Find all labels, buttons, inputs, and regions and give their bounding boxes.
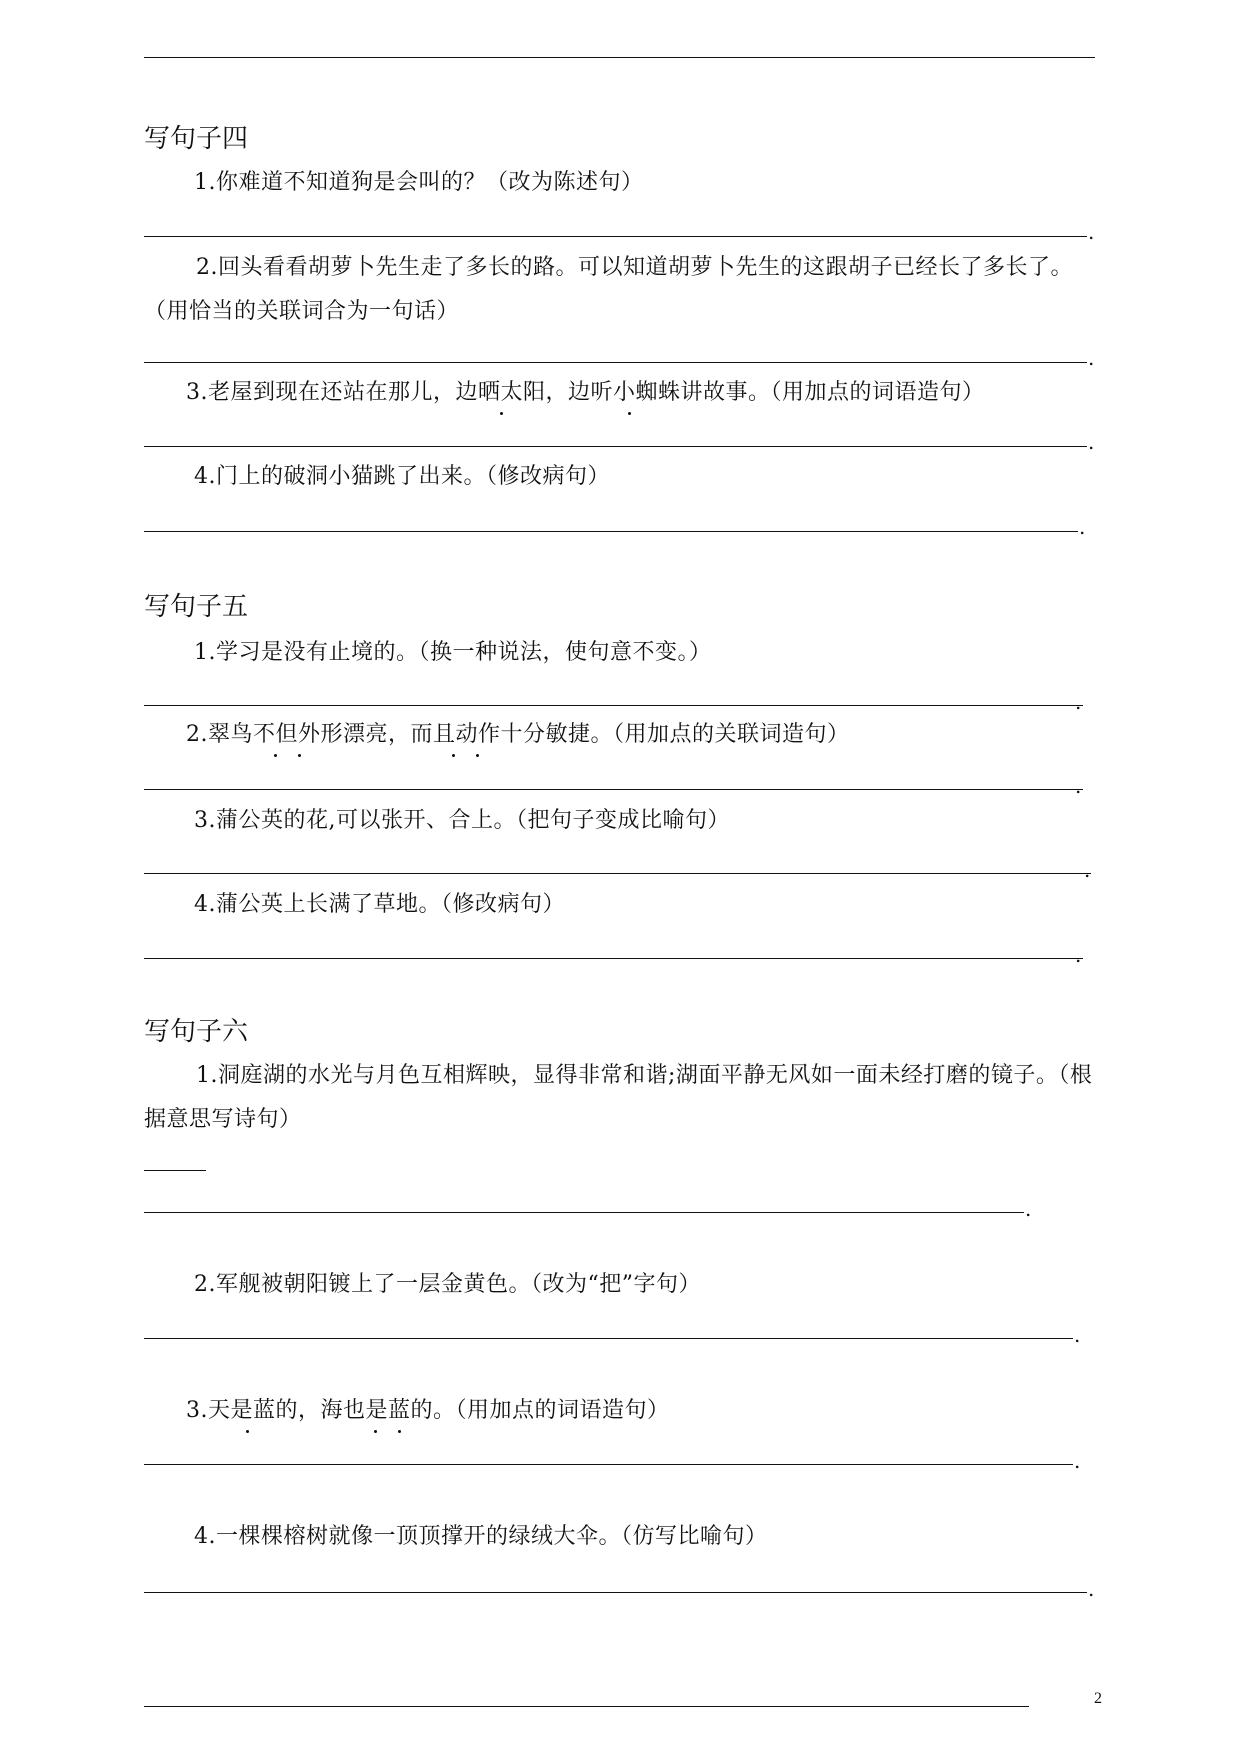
answer-line-end: . (1074, 1323, 1081, 1347)
answer-line[interactable] (144, 958, 1083, 959)
answer-line[interactable] (144, 362, 1087, 363)
answer-line[interactable] (144, 1592, 1087, 1593)
question-text: 3.老屋到现在还站在那儿，边晒太阳，边听小蜘蛛讲故事。（用加点的词语造句） (186, 380, 985, 405)
section-heading: 写句子四 (144, 124, 249, 154)
question-text: 3.蒲公英的花,可以张开、合上。（把句子变成比喻句） (194, 808, 730, 833)
emphasis-dot (500, 412, 503, 415)
emphasis-dot (628, 412, 631, 415)
header-rule (144, 57, 1095, 58)
answer-line-end: . (1079, 515, 1086, 539)
answer-line-end: . (1074, 1449, 1081, 1473)
answer-line-end: . (1088, 1577, 1095, 1601)
answer-line-short[interactable] (144, 1170, 206, 1171)
answer-line-end: . (1075, 943, 1082, 967)
emphasis-dot (274, 754, 277, 757)
answer-line-end: . (1025, 1197, 1032, 1221)
answer-line[interactable] (144, 446, 1087, 447)
question-text: 1.学习是没有止境的。（换一种说法，使句意不变。） (194, 640, 712, 665)
section-heading: 写句子六 (144, 1017, 249, 1047)
answer-line-end: . (1088, 430, 1095, 454)
question-text: 1.洞庭湖的水光与月色互相辉映，显得非常和谐;湖面平静无风如一面未经打磨的镜子。（根据意思写诗句） (144, 1063, 1093, 1132)
question-text: 2.翠鸟不但外形漂亮，而且动作十分敏捷。（用加点的关联词造句） (186, 722, 850, 747)
question-text: 4.一棵棵榕树就像一顶顶撑开的绿绒大伞。（仿写比喻句） (194, 1524, 768, 1549)
answer-line-end: . (1088, 220, 1095, 244)
question-text: 1.你难道不知道狗是会叫的？（改为陈述句） (194, 170, 644, 195)
question-text: 4.蒲公英上长满了草地。（修改病句） (194, 892, 565, 917)
emphasis-dot (374, 1430, 377, 1433)
answer-line[interactable] (144, 789, 1083, 790)
answer-line[interactable] (144, 1338, 1073, 1339)
answer-line-end: . (1075, 774, 1082, 798)
answer-line[interactable] (144, 1212, 1024, 1213)
answer-line-end: . (1075, 690, 1082, 714)
section-heading: 写句子五 (144, 592, 249, 622)
answer-line-end: . (1088, 346, 1095, 370)
question-text: 4.门上的破洞小猫跳了出来。（修改病句） (194, 464, 610, 489)
emphasis-dot (398, 1430, 401, 1433)
emphasis-dot (246, 1430, 249, 1433)
answer-line[interactable] (144, 873, 1091, 874)
question-text: 2.回头看看胡萝卜先生走了多长的路。可以知道胡萝卜先生的这跟胡子已经长了多长了。 （用恰当的关联词合为一句话） (144, 255, 1073, 324)
footer-rule (144, 1706, 1029, 1707)
emphasis-dot (452, 754, 455, 757)
question-text: 2.军舰被朝阳镀上了一层金黄色。（改为“把”字句） (194, 1272, 701, 1297)
answer-line[interactable] (144, 1464, 1073, 1465)
emphasis-dot (476, 754, 479, 757)
answer-line-end: . (1084, 858, 1091, 882)
page-number: 2 (1094, 1690, 1102, 1707)
answer-line[interactable] (144, 531, 1078, 532)
answer-line[interactable] (144, 236, 1087, 237)
question-text: 3.天是蓝的，海也是蓝的。（用加点的词语造句） (186, 1398, 670, 1423)
emphasis-dot (298, 754, 301, 757)
answer-line[interactable] (144, 705, 1083, 706)
